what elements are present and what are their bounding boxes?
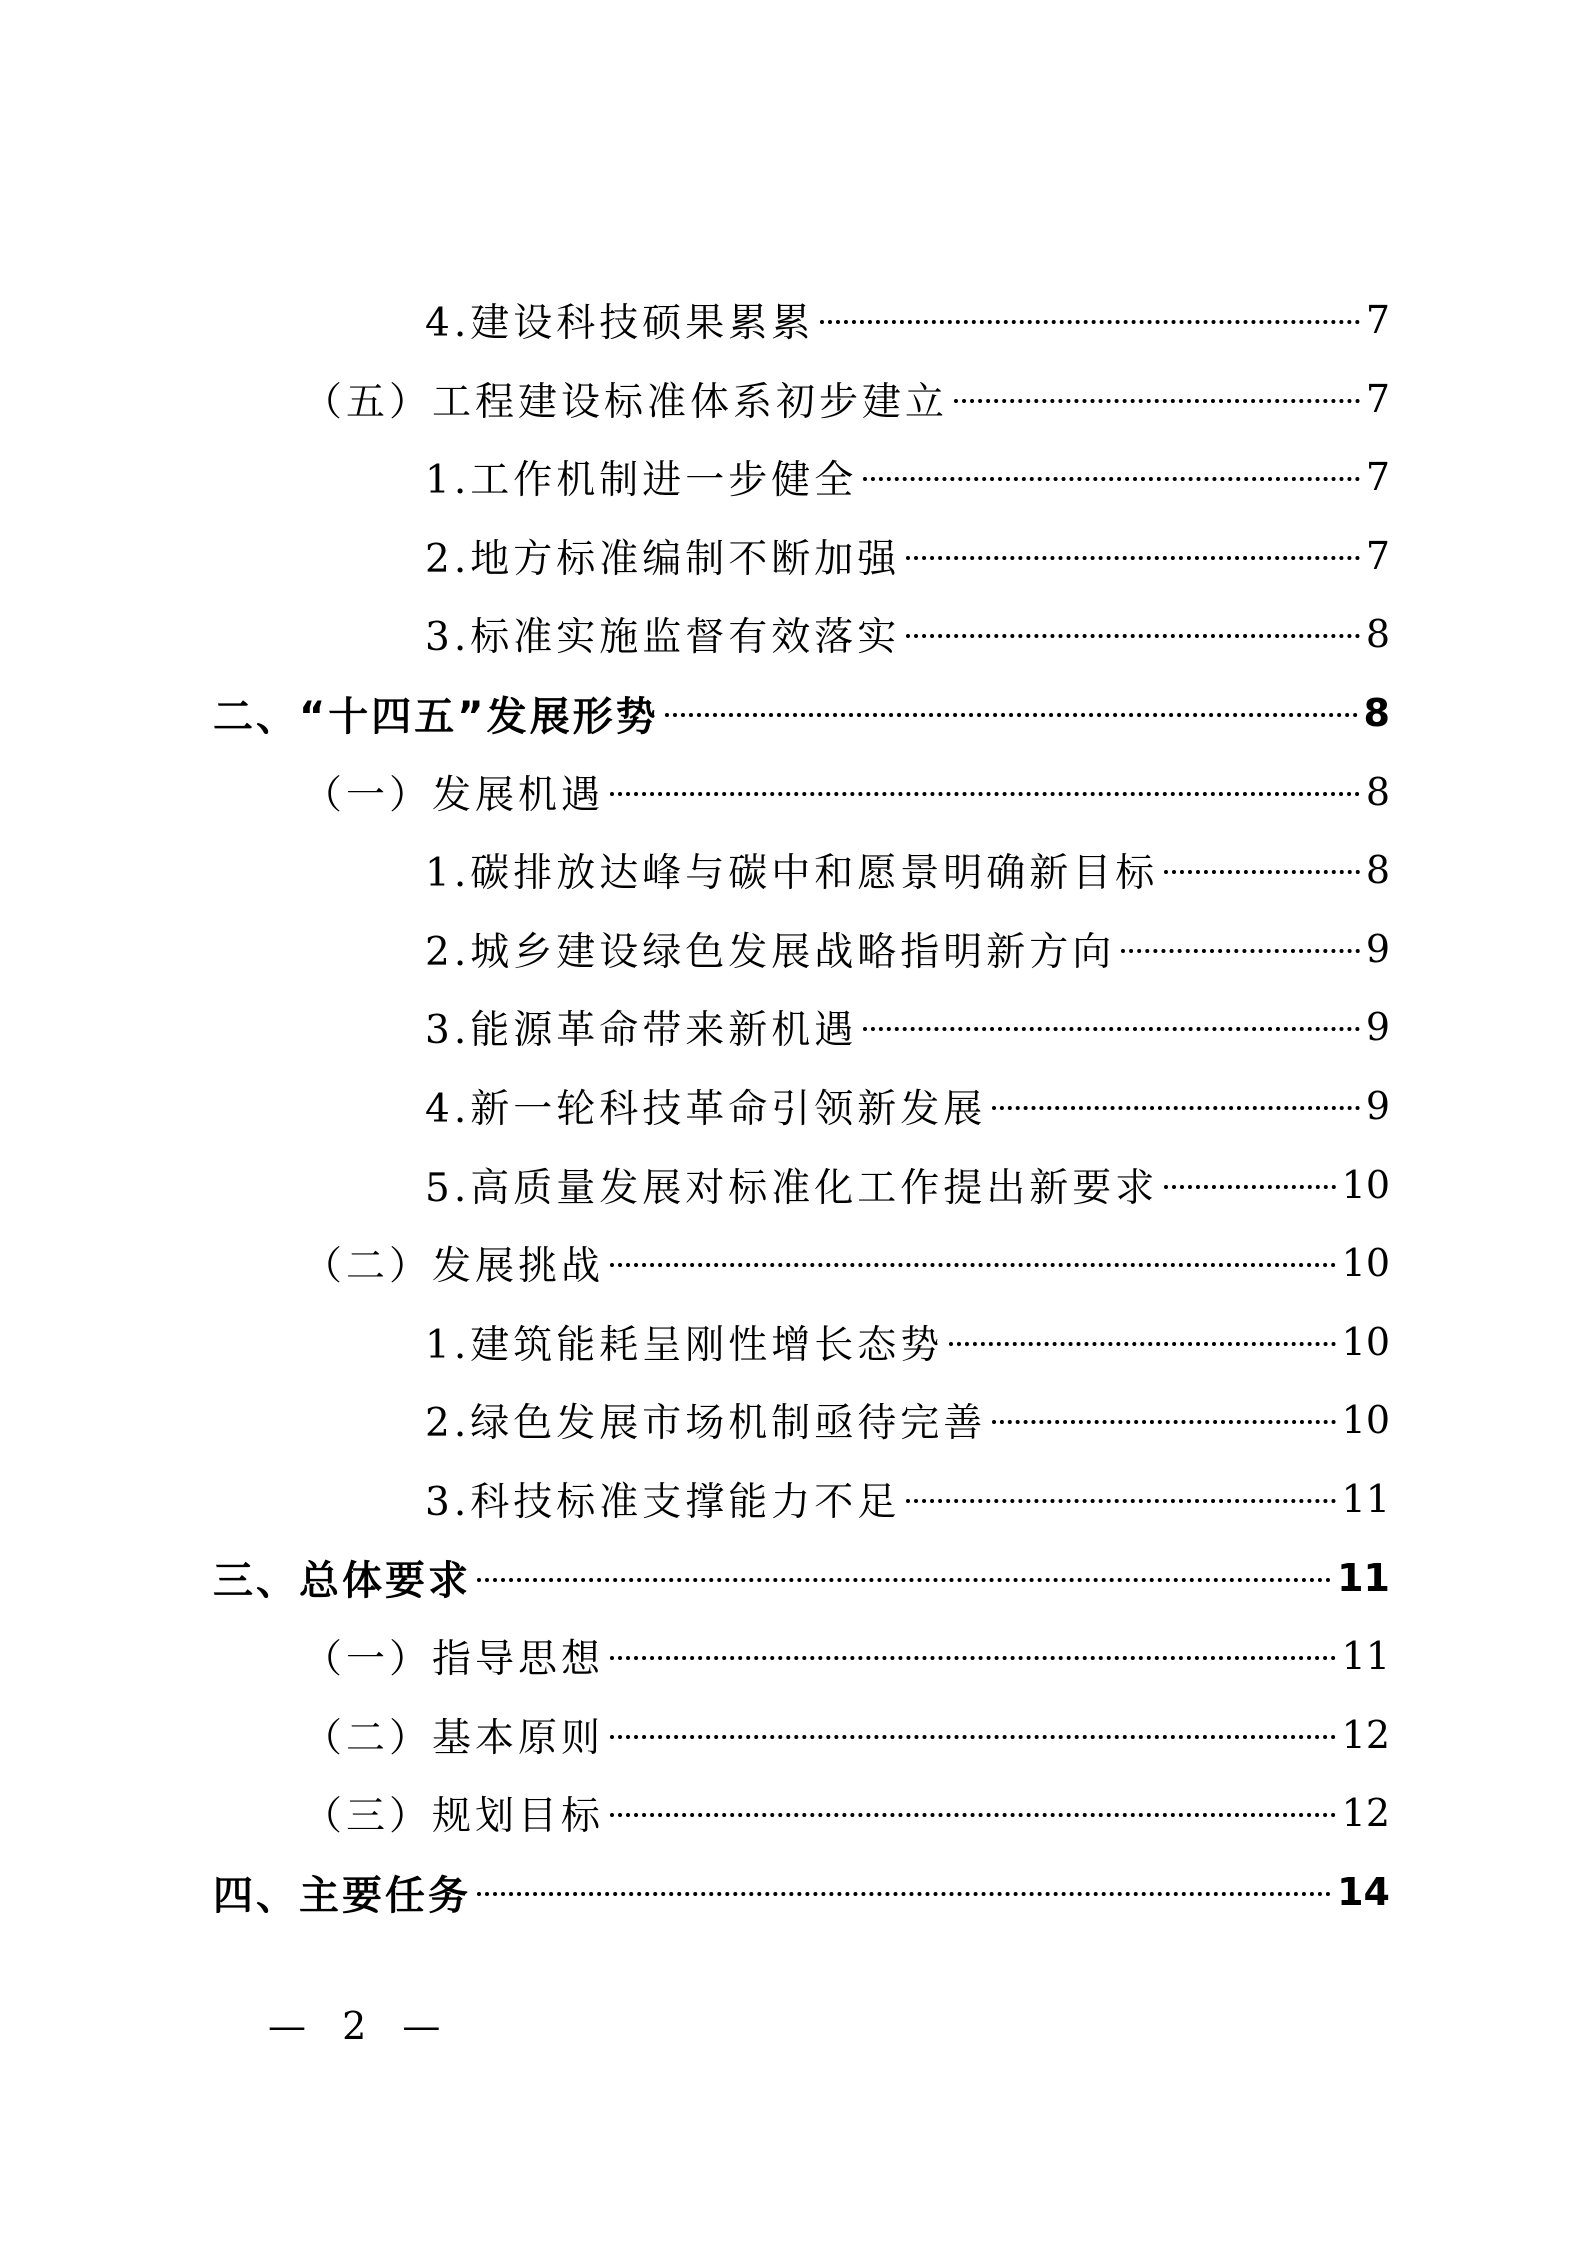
toc-entry-page-number: 14 [1337, 1870, 1390, 1914]
toc-dot-leader [1164, 1185, 1335, 1189]
toc-entry[interactable] [303, 369, 1390, 429]
toc-entry-title: 1.工作机制进一步健全 [425, 458, 858, 504]
toc-entry-title: 4.建设科技硕果累累 [425, 301, 815, 346]
toc-entry-title: （二）发展挑战 [303, 1244, 605, 1290]
toc-entry-page-number: 7 [1365, 298, 1390, 342]
toc-dot-leader [610, 1656, 1336, 1660]
toc-dot-leader [665, 713, 1358, 717]
toc-entry[interactable] [425, 447, 1390, 507]
toc-entry-page-number: 8 [1365, 612, 1390, 657]
toc-entry-title: 三、总体要求 [213, 1558, 471, 1605]
toc-entry-page-number: 11 [1341, 1477, 1390, 1521]
toc-entry-title: （二）基本原则 [303, 1715, 605, 1761]
toc-entry-page-number: 12 [1341, 1791, 1390, 1836]
toc-entry[interactable] [303, 1626, 1390, 1686]
toc-dot-leader [610, 1735, 1336, 1739]
toc-entry[interactable] [425, 1155, 1390, 1215]
toc-entry-title: 3.标准实施监督有效落实 [425, 615, 901, 661]
toc-entry-title: （五）工程建设标准体系初步建立 [303, 379, 949, 425]
toc-dot-leader [863, 477, 1360, 481]
toc-entry[interactable] [425, 604, 1390, 664]
toc-entry[interactable] [425, 997, 1390, 1057]
toc-entry-page-number: 12 [1341, 1712, 1390, 1757]
toc-entry[interactable] [213, 1548, 1390, 1608]
toc-entry-title: 2.城乡建设绿色发展战略指明新方向 [425, 929, 1116, 975]
toc-dot-leader [906, 556, 1360, 560]
toc-entry[interactable] [213, 1862, 1390, 1922]
toc-entry-title: （三）规划目标 [303, 1794, 605, 1840]
toc-dot-leader [992, 1420, 1335, 1424]
toc-entry-title: 5.高质量发展对标准化工作提出新要求 [425, 1165, 1159, 1211]
page-number: — 2 — [268, 2004, 453, 2048]
toc-entry[interactable] [425, 1469, 1390, 1529]
toc-entry-page-number: 7 [1365, 533, 1390, 578]
toc-dot-leader [610, 1813, 1336, 1817]
toc-dot-leader [906, 1499, 1335, 1503]
toc-entry-title: 2.绿色发展市场机制亟待完善 [425, 1401, 987, 1447]
toc-entry-title: 1.碳排放达峰与碳中和愿景明确新目标 [425, 851, 1159, 897]
toc-dot-leader [477, 1578, 1331, 1582]
toc-entry[interactable] [425, 526, 1390, 586]
toc-entry[interactable] [303, 762, 1390, 822]
toc-entry-title: 1.建筑能耗呈刚性增长态势 [425, 1322, 944, 1368]
toc-entry[interactable] [303, 1783, 1390, 1843]
toc-entry[interactable] [425, 919, 1390, 979]
toc-entry-page-number: 10 [1341, 1398, 1390, 1443]
toc-dot-leader [1164, 870, 1360, 874]
toc-entry[interactable] [425, 290, 1390, 350]
toc-entry[interactable] [303, 1705, 1390, 1765]
toc-entry[interactable] [425, 1390, 1390, 1450]
toc-dot-leader [1121, 949, 1360, 953]
toc-entry-page-number: 10 [1341, 1319, 1390, 1364]
toc-entry-title: 二、“十四五”发展形势 [213, 693, 659, 740]
toc-dot-leader [610, 1263, 1336, 1267]
toc-dot-leader [992, 1106, 1360, 1110]
toc-entry[interactable] [425, 1312, 1390, 1372]
toc-entry-page-number: 8 [1365, 848, 1390, 893]
toc-entry[interactable] [303, 1233, 1390, 1293]
toc-entry-page-number: 10 [1341, 1241, 1390, 1286]
toc-dot-leader [610, 792, 1360, 796]
toc-entry-title: （一）发展机遇 [303, 772, 605, 818]
toc-entry-title: 3.能源革命带来新机遇 [425, 1008, 858, 1054]
toc-dot-leader [949, 1342, 1335, 1346]
toc-entry[interactable] [425, 840, 1390, 900]
toc-entry-page-number: 9 [1365, 1005, 1390, 1050]
toc-entry-page-number: 8 [1363, 691, 1390, 735]
toc-dot-leader [820, 320, 1360, 324]
toc-entry-title: 2.地方标准编制不断加强 [425, 536, 901, 582]
toc-dot-leader [954, 399, 1360, 403]
toc-entry-title: 3.科技标准支撑能力不足 [425, 1480, 901, 1525]
toc-entry[interactable] [425, 1076, 1390, 1136]
toc-entry-title: 四、主要任务 [213, 1872, 471, 1919]
toc-entry-page-number: 7 [1365, 376, 1390, 421]
toc-entry-page-number: 9 [1365, 926, 1390, 971]
toc-dot-leader [477, 1892, 1331, 1896]
toc-entry-title: 4.新一轮科技革命引领新发展 [425, 1087, 987, 1132]
toc-entry-page-number: 8 [1365, 769, 1390, 814]
toc-entry-page-number: 11 [1341, 1634, 1390, 1679]
toc-entry-page-number: 9 [1365, 1084, 1390, 1128]
toc-dot-leader [863, 1027, 1360, 1031]
toc-entry-page-number: 10 [1341, 1162, 1390, 1207]
toc-entry-page-number: 7 [1365, 455, 1390, 500]
toc-entry-page-number: 11 [1337, 1555, 1390, 1600]
toc-entry[interactable] [213, 683, 1390, 743]
toc-dot-leader [906, 634, 1360, 638]
toc-entry-title: （一）指导思想 [303, 1637, 605, 1683]
